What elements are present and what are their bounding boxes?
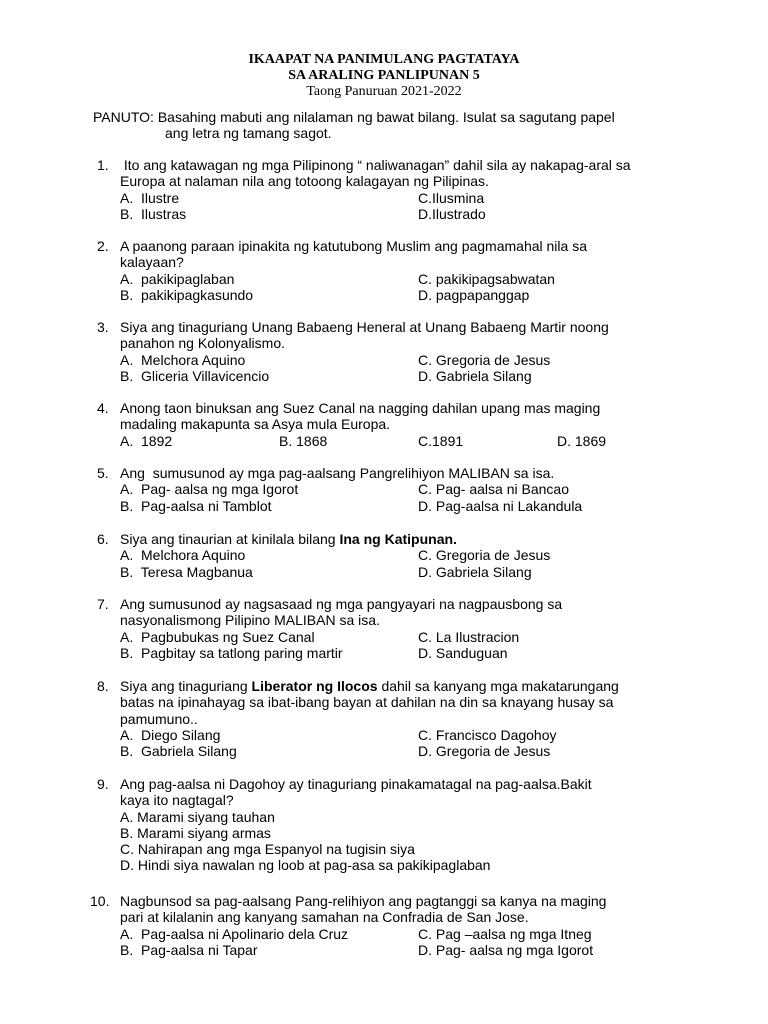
question-2 xyxy=(0,238,768,303)
stem-bold-term: Ina ng Katipunan. xyxy=(339,531,457,547)
question-number: 2. xyxy=(97,238,109,254)
exam-subject: SA ARALING PANLIPUNAN 5 xyxy=(288,68,480,83)
choice-a: A. Diego Silang xyxy=(120,726,221,743)
choice-c: C.1891 xyxy=(418,432,464,449)
question-stem xyxy=(120,596,680,629)
question-stem xyxy=(120,893,680,926)
instructions-line-1: PANUTO: Basahing mabuti ang nilalaman ng bawat bilang. Isulat sa sagutang papel xyxy=(93,109,615,125)
choice-c: C. Francisco Dagohoy xyxy=(418,726,557,743)
choices xyxy=(120,271,680,304)
choice-d: D. Pag-aalsa ni Lakandula xyxy=(418,497,583,514)
stem-line: Ito ang katawagan ng mga Pilipinong “ naliwanagan” dahil sila ay nakapag-aral sa xyxy=(120,157,631,173)
stem-line: nasyonalismong Pilipino MALIBAN sa isa. xyxy=(120,612,380,629)
question-number: 4. xyxy=(97,400,109,416)
question-stem xyxy=(120,238,680,271)
question-stem xyxy=(120,678,680,727)
choice-a: A. Pag- aalsa ng mga Igorot xyxy=(120,481,299,498)
question-7 xyxy=(0,596,768,661)
choice-c: C. Pag –aalsa ng mga Itneg xyxy=(418,925,592,942)
choice-d: D. Hindi siya nawalan ng loob at pag-asa sa pakikipaglaban xyxy=(120,857,491,874)
choice-d: D. 1869 xyxy=(557,432,607,449)
question-number: 6. xyxy=(97,531,109,547)
choices xyxy=(120,190,680,223)
choice-d: D. Sanduguan xyxy=(418,644,508,661)
stem-line: Siya ang tinaguriang Unang Babaeng Heneral at Unang Babaeng Martir noong xyxy=(120,319,609,335)
choice-a: A. Ilustre xyxy=(120,189,180,206)
stem-bold-term: Liberator ng Ilocos xyxy=(251,678,378,694)
choice-b: B. Teresa Magbanua xyxy=(120,563,253,580)
stem-line xyxy=(120,678,680,694)
choice-a: A. Marami siyang tauhan xyxy=(120,808,275,825)
choice-d: D. Pag- aalsa ng mga Igorot xyxy=(418,941,594,958)
question-5 xyxy=(0,465,768,514)
choice-b: B. Ilustras xyxy=(120,205,187,222)
choices xyxy=(120,547,680,580)
question-8 xyxy=(0,678,768,759)
question-number: 8. xyxy=(97,678,109,694)
question-number: 10. xyxy=(90,893,110,909)
choice-b: B. Gabriela Silang xyxy=(120,743,237,760)
choices xyxy=(120,629,680,662)
question-stem xyxy=(120,157,680,190)
choice-d: D. Gregoria de Jesus xyxy=(418,743,551,760)
stem-line: batas na ipinahayag sa ibat-ibang bayan at dahilan na din sa knayang husay sa xyxy=(120,694,614,711)
stem-line: panahon ng Kolonyalismo. xyxy=(120,335,286,352)
choice-a: A. Melchora Aquino xyxy=(120,547,246,564)
choice-c: C. Nahirapan ang mga Espanyol na tugisin siya xyxy=(120,841,415,858)
exam-title: IKAAPAT NA PANIMULANG PAGTATAYA xyxy=(248,52,520,67)
choice-d: D. Gabriela Silang xyxy=(418,563,532,580)
choice-b: B. 1868 xyxy=(279,432,328,449)
choices xyxy=(120,727,680,760)
stem-text: dahil sa kanyang mga makatarungang xyxy=(377,678,619,694)
stem-line: Ang sumusunod ay nagsasaad ng mga pangyayari na nagpausbong sa xyxy=(120,596,563,612)
instructions-line-2: ang letra ng tamang sagot. xyxy=(165,125,332,142)
choice-c: C. Pag- aalsa ni Bancao xyxy=(418,481,569,498)
choice-b: B. Marami siyang armas xyxy=(120,824,271,841)
stem-line: Europa at nalaman nila ang totoong kalagayan ng Pilipinas. xyxy=(120,173,489,190)
school-year: Taong Panuruan 2021-2022 xyxy=(306,84,462,99)
choices xyxy=(120,926,680,959)
stem-text: Siya ang tinaurian at kinilala bilang xyxy=(120,531,340,547)
choices xyxy=(120,481,680,514)
choice-a: A. Pagbubukas ng Suez Canal xyxy=(120,628,315,645)
choice-b: B. Pagbitay sa tatlong paring martir xyxy=(120,644,343,661)
question-number: 7. xyxy=(97,596,109,612)
choices xyxy=(120,433,680,449)
question-4 xyxy=(0,400,768,449)
question-9 xyxy=(0,776,768,874)
stem-line: pari at kilalanin ang kanyang samahan na Confradia de San Jose. xyxy=(120,909,529,926)
question-stem xyxy=(120,776,680,809)
choice-a: A. Pag-aalsa ni Apolinario dela Cruz xyxy=(120,925,349,942)
choice-c: C. Gregoria de Jesus xyxy=(418,547,551,564)
question-number: 9. xyxy=(97,776,109,792)
stem-line: Anong taon binuksan ang Suez Canal na nagging dahilan upang mas maging xyxy=(120,400,601,416)
stem-line: A paanong paraan ipinakita ng katutubong Muslim ang pagmamahal nila sa xyxy=(120,238,587,254)
question-1 xyxy=(0,157,768,222)
stem-line: kalayaan? xyxy=(120,254,184,271)
choice-b: B. Pag-aalsa ni Tapar xyxy=(120,941,258,958)
choice-c: C. La Ilustracion xyxy=(418,628,520,645)
choice-a: A. pakikipaglaban xyxy=(120,270,235,287)
choice-c: C. pakikipagsabwatan xyxy=(418,270,555,287)
question-10 xyxy=(0,893,768,958)
choice-b: B. Gliceria Villavicencio xyxy=(120,367,270,384)
choice-d: D.Ilustrado xyxy=(418,205,486,222)
choice-d: D. Gabriela Silang xyxy=(418,367,532,384)
choice-c: C.Ilusmina xyxy=(418,189,485,206)
choice-d: D. pagpapanggap xyxy=(418,286,530,303)
choice-a: A. Melchora Aquino xyxy=(120,351,246,368)
stem-text: Siya ang tinaguriang xyxy=(120,678,252,694)
question-stem xyxy=(120,319,680,352)
choice-c: C. Gregoria de Jesus xyxy=(418,351,551,368)
question-stem xyxy=(120,531,680,547)
stem-line: Nagbunsod sa pag-aalsang Pang-relihiyon ang pagtanggi sa kanya na maging xyxy=(120,893,607,909)
stem-line: pamumuno.. xyxy=(120,710,198,727)
stem-line: madaling makapunta sa Asya mula Europa. xyxy=(120,416,391,433)
question-number: 5. xyxy=(97,465,109,481)
stem-line xyxy=(120,531,680,547)
question-number: 1. xyxy=(97,157,109,173)
question-stem xyxy=(120,465,680,481)
question-number: 3. xyxy=(97,319,109,335)
choice-b: B. pakikipagkasundo xyxy=(120,286,254,303)
instructions xyxy=(93,109,693,142)
question-6 xyxy=(0,531,768,580)
choice-b: B. Pag-aalsa ni Tamblot xyxy=(120,497,272,514)
choices xyxy=(120,352,680,385)
stem-line: Ang sumusunod ay mga pag-aalsang Pangrelihiyon MALIBAN sa isa. xyxy=(120,465,555,481)
stem-line: Ang pag-aalsa ni Dagohoy ay tinaguriang pinakamatagal na pag-aalsa.Bakit xyxy=(120,776,592,792)
stem-line: kaya ito nagtagal? xyxy=(120,792,234,809)
question-3 xyxy=(0,319,768,384)
choices xyxy=(120,809,680,874)
choice-a: A. 1892 xyxy=(120,432,173,449)
exam-header xyxy=(0,52,768,100)
question-stem xyxy=(120,400,680,433)
